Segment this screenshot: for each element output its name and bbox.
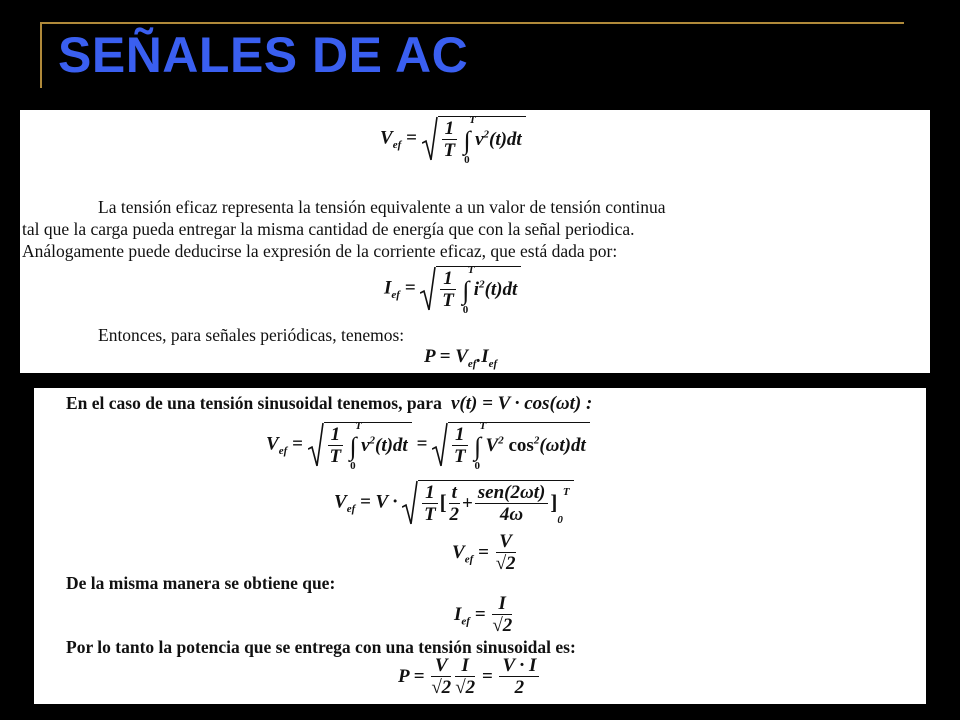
formula-vef-eval: $V_{ef} = V$ · $\frac{1}{T}$ [ $\frac{t}{2}$ + $\frac{\text{sen(2ωt)}}{4\omega}$ ]$_0^T$: [334, 480, 574, 526]
title-rule-top: [40, 22, 904, 24]
formula-panel-rms: [20, 110, 930, 373]
power-text: Por lo tanto la potencia que se entrega con una tensión sinusoidal es:: [66, 637, 576, 657]
formula-vef-cos: $V_{ef}$ = $\frac{1}{T}$ ∫ T 0 $v^2(t)dt$ = $\frac{1}{T}$ ∫ T 0 $V^2$ $\cos^2(\omega t)dt$: [266, 422, 590, 468]
formula-ief: $I_{ef}$ = $\frac{1}{T}$ ∫ T 0 $i^2(t)dt$: [384, 266, 521, 312]
sinusoidal-intro: En el caso de una tensión sinusoidal tenemos, para v(t) = V · cos(ωt) :: [66, 393, 593, 414]
formula-ief-result: $I_{ef}$ = $\frac{I}{√2}$: [454, 593, 513, 636]
paragraph-line-2: tal que la carga pueda entregar la misma cantidad de energía que con la señal periodica.: [22, 219, 635, 239]
formula-vef-result: $V_{ef}$ = $\frac{V}{√2}$: [452, 531, 516, 574]
same-way-text: De la misma manera se obtiene que:: [66, 573, 336, 593]
paragraph-then: Entonces, para señales periódicas, tenemos:: [98, 325, 405, 345]
title-rule-left: [40, 22, 42, 88]
formula-panel-sinusoidal: [34, 388, 926, 704]
slide-title: SEÑALES DE AC: [58, 27, 469, 83]
formula-power-result: P = $\frac{V}{√2}$ $\frac{I}{√2}$ = $\frac{V \cdot I}{2}$: [398, 656, 541, 699]
formula-power: $P = V_{ef}.I_{ef}$: [424, 346, 498, 370]
formula-vef: $V_{ef}$ = $\frac{1}{T}$ ∫ T 0 $v^2(t)dt$: [380, 116, 526, 162]
paragraph-line-1: La tensión eficaz representa la tensión equivalente a un valor de tensión continua: [98, 197, 666, 217]
paragraph-line-3: Análogamente puede deducirse la expresión de la corriente eficaz, que está dada por:: [22, 241, 618, 261]
